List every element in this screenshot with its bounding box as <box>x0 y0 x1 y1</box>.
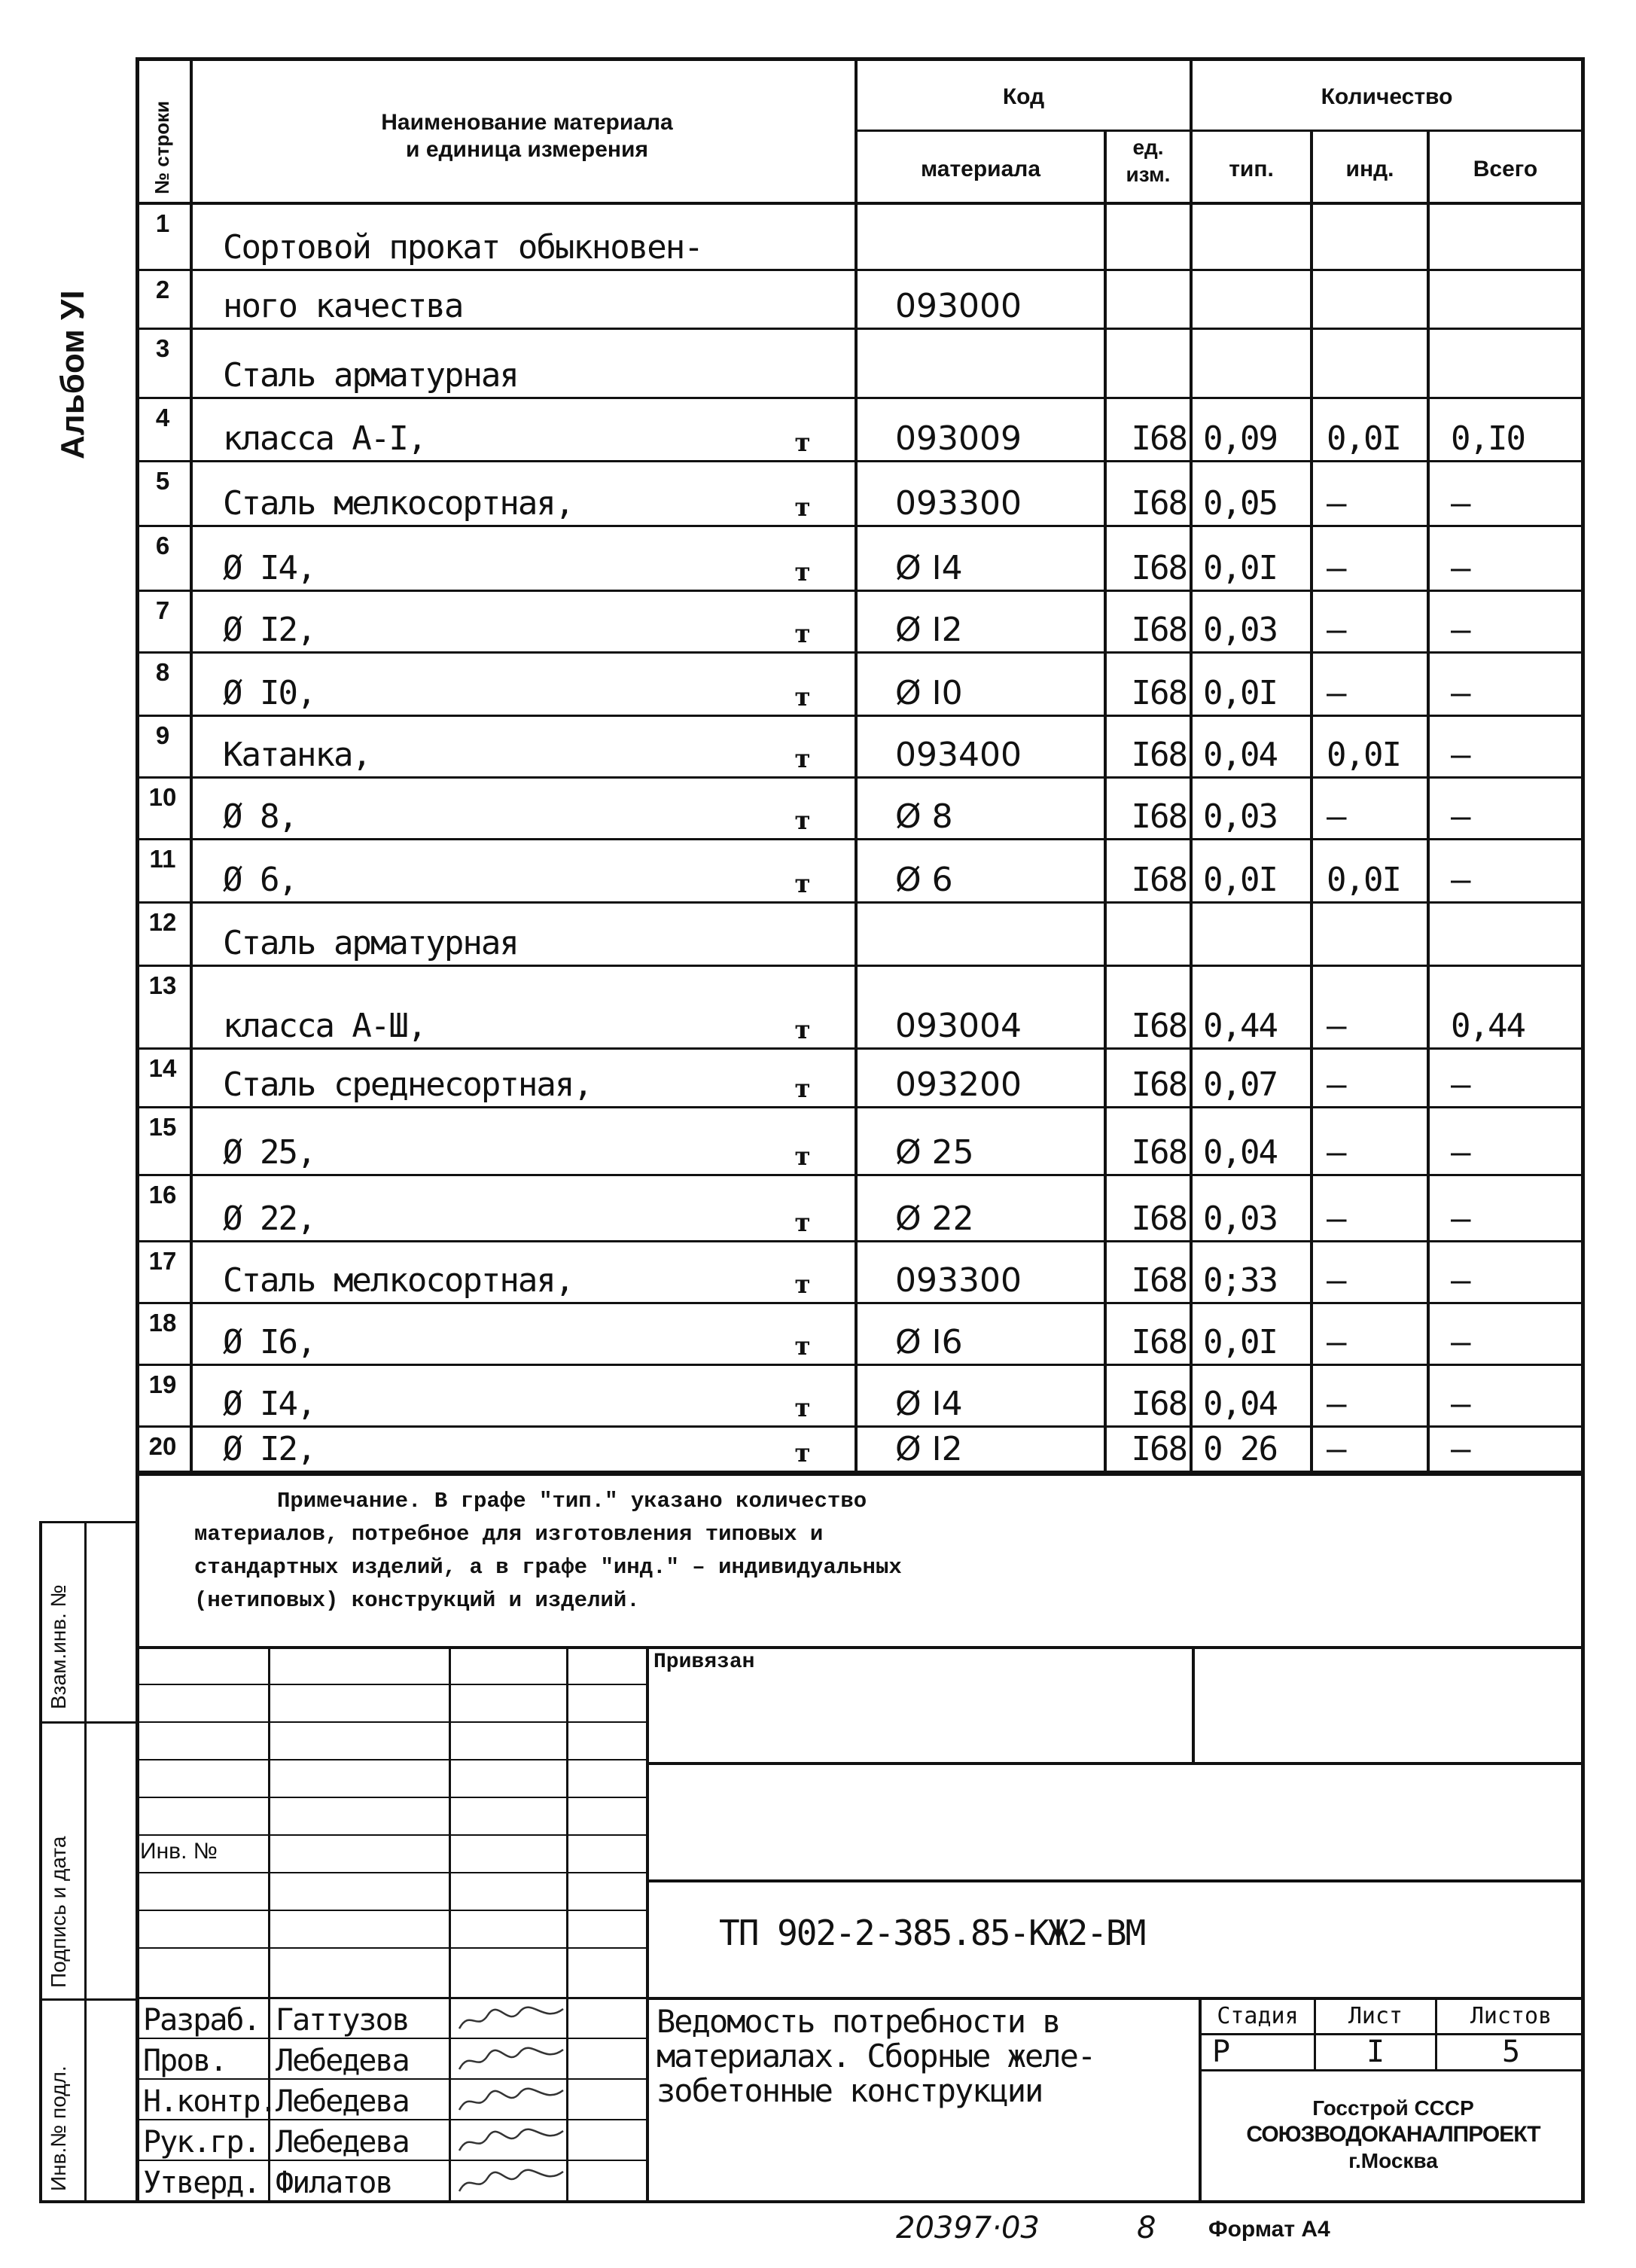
row-number: 5 <box>155 467 170 495</box>
unit-code: I68 <box>1131 861 1187 899</box>
material-name: Ø 8, <box>223 797 297 836</box>
qty-total: 0,44 <box>1451 1007 1525 1045</box>
note-line-2: материалов, потребное для изготовления типовых и <box>194 1522 824 1547</box>
signer-row <box>0 2000 647 2041</box>
row-number: 15 <box>148 1113 177 1141</box>
side-label-inv-podl: Инв.№ подл. <box>47 2065 70 2191</box>
qty-ind: – <box>1327 611 1345 649</box>
material-code: Ø 6 <box>895 861 953 899</box>
qty-typ: 0,05 <box>1203 484 1277 523</box>
material-name: Ø I2, <box>223 1430 315 1468</box>
qty-ind: – <box>1327 1261 1345 1300</box>
archive-number: 20397·03 <box>896 2211 1040 2245</box>
material-code: Ø 22 <box>895 1200 974 1238</box>
unit-label: т <box>794 806 811 836</box>
material-name: класса А-I, <box>223 419 426 458</box>
material-name: Ø I4, <box>223 1385 315 1423</box>
material-name: Ø I4, <box>223 549 315 587</box>
unit-label: т <box>794 744 811 774</box>
row-number: 16 <box>148 1181 177 1209</box>
material-name: Ø I6, <box>223 1323 315 1361</box>
signature-mark <box>455 2001 568 2038</box>
material-code: Ø I0 <box>895 674 963 712</box>
material-name: ного качества <box>223 287 463 325</box>
qty-typ: 0,0I <box>1203 861 1277 899</box>
signer-role: Пров. <box>143 2044 227 2078</box>
header-code-group: Код <box>1002 84 1045 109</box>
qty-total: – <box>1451 861 1470 899</box>
qty-typ: 0,07 <box>1203 1065 1277 1104</box>
qty-total: – <box>1451 611 1470 649</box>
unit-code: I68 <box>1131 1261 1187 1300</box>
qty-ind: – <box>1327 797 1345 836</box>
signer-name: Лебедева <box>276 2125 409 2160</box>
signer-name: Лебедева <box>276 2044 409 2078</box>
qty-total: – <box>1451 1430 1470 1468</box>
unit-code: I68 <box>1131 1007 1187 1045</box>
material-name: Сталь мелкосортная, <box>223 484 574 523</box>
qty-total: – <box>1451 797 1470 836</box>
table-row <box>0 654 1636 717</box>
sheets-value: 5 <box>1501 2035 1521 2069</box>
row-number: 10 <box>148 783 177 811</box>
qty-typ: 0,03 <box>1203 611 1277 649</box>
material-name: Катанка, <box>223 736 370 774</box>
unit-code: I68 <box>1131 1385 1187 1423</box>
row-number: 2 <box>155 276 170 303</box>
material-name: Ø I0, <box>223 674 315 712</box>
table-row <box>0 1242 1636 1304</box>
org-line-3: г.Москва <box>1348 2149 1438 2172</box>
unit-code: I68 <box>1131 674 1187 712</box>
qty-ind: – <box>1327 674 1345 712</box>
table-row <box>0 462 1636 527</box>
qty-typ: 0,44 <box>1203 1007 1277 1045</box>
signer-role: Рук.гр. <box>143 2125 260 2160</box>
sheet-label: Лист <box>1348 2003 1403 2029</box>
qty-total: – <box>1451 736 1470 774</box>
header-qty-total: Всего <box>1473 157 1538 181</box>
document-title-line-2: материалах. Сборные желе- <box>657 2038 1095 2074</box>
material-name: Ø I2, <box>223 611 315 649</box>
qty-typ: 0,0I <box>1203 674 1277 712</box>
material-code: Ø 25 <box>895 1133 974 1172</box>
note-line-1: Примечание. В графе "тип." указано количество <box>277 1489 867 1514</box>
qty-typ: 0,04 <box>1203 1133 1277 1172</box>
unit-label: т <box>794 1438 811 1468</box>
table-row <box>0 1050 1636 1108</box>
signature-mark <box>455 2123 568 2160</box>
table-row <box>0 399 1636 462</box>
unit-code: I68 <box>1131 1065 1187 1104</box>
unit-label: т <box>794 869 811 899</box>
unit-code: I68 <box>1131 736 1187 774</box>
qty-typ: 0,04 <box>1203 736 1277 774</box>
row-number: 13 <box>148 971 177 999</box>
material-code: Ø I2 <box>895 1430 963 1468</box>
unit-label: т <box>794 492 811 523</box>
material-name: Сортовой прокат обыкновен- <box>223 228 702 267</box>
signature-mark <box>455 2042 568 2078</box>
unit-label: т <box>794 428 811 458</box>
unit-code: I68 <box>1131 611 1187 649</box>
material-code: 093400 <box>895 736 1022 774</box>
material-name: Ø 25, <box>223 1133 315 1172</box>
table-row <box>0 1428 1636 1473</box>
row-number: 19 <box>148 1370 177 1398</box>
qty-ind: – <box>1327 1007 1345 1045</box>
sheet-value: I <box>1366 2035 1385 2069</box>
signature-mark <box>455 2164 568 2200</box>
qty-ind: 0,0I <box>1327 736 1400 774</box>
unit-label: т <box>794 682 811 712</box>
row-number: 4 <box>155 404 170 431</box>
material-code: 093300 <box>895 1261 1022 1300</box>
material-code: Ø I4 <box>895 549 963 587</box>
table-row <box>0 1304 1636 1366</box>
table-row <box>0 1176 1636 1242</box>
header-row-no: № строки <box>151 100 173 194</box>
qty-ind: 0,0I <box>1327 419 1400 458</box>
qty-typ: 0;33 <box>1203 1261 1277 1300</box>
unit-code: I68 <box>1131 484 1187 523</box>
header-qty-typ: тип. <box>1229 157 1274 181</box>
qty-typ: 0,0I <box>1203 549 1277 587</box>
unit-label: т <box>794 557 811 587</box>
unit-code: I68 <box>1131 1200 1187 1238</box>
qty-total: – <box>1451 1200 1470 1238</box>
unit-code: I68 <box>1131 549 1187 587</box>
signer-row <box>0 2081 647 2122</box>
qty-total: – <box>1451 484 1470 523</box>
qty-typ: 0,09 <box>1203 419 1277 458</box>
qty-ind: – <box>1327 1065 1345 1104</box>
header-qty-group: Количество <box>1321 84 1453 109</box>
material-name: Сталь мелкосортная, <box>223 1261 574 1300</box>
album-label: Альбом УI <box>54 290 91 459</box>
row-number: 17 <box>148 1247 177 1275</box>
qty-total: – <box>1451 1065 1470 1104</box>
unit-label: т <box>794 1270 811 1300</box>
stage-label: Стадия <box>1217 2003 1299 2029</box>
qty-ind: – <box>1327 1323 1345 1361</box>
material-name: Ø 22, <box>223 1200 315 1238</box>
unit-label: т <box>794 1208 811 1238</box>
qty-typ: 0 26 <box>1203 1430 1277 1468</box>
unit-code: I68 <box>1131 1323 1187 1361</box>
qty-total: – <box>1451 1385 1470 1423</box>
material-code: 093009 <box>895 419 1022 458</box>
signature-mark <box>455 2083 568 2119</box>
material-code: Ø 8 <box>895 797 953 836</box>
qty-typ: 0,04 <box>1203 1385 1277 1423</box>
unit-label: т <box>794 1142 811 1172</box>
table-row <box>0 840 1636 904</box>
row-number: 12 <box>148 908 177 936</box>
unit-code: I68 <box>1131 1430 1187 1468</box>
note-line-3: стандартных изделий, а в графе "инд." – индивидуальных <box>194 1555 902 1580</box>
signer-role: Н.контр. <box>143 2084 276 2119</box>
format-label: Формат А4 <box>1208 2217 1330 2242</box>
unit-label: т <box>794 1015 811 1045</box>
stage-value: Р <box>1212 2035 1231 2069</box>
material-code: 093300 <box>895 484 1022 523</box>
unit-label: т <box>794 1331 811 1361</box>
qty-ind: 0,0I <box>1327 861 1400 899</box>
row-number: 18 <box>148 1309 177 1337</box>
row-number: 3 <box>155 334 170 362</box>
header-name: Наименование материала и единица измерения <box>381 110 673 162</box>
table-row <box>0 271 1636 330</box>
table-row <box>0 205 1636 271</box>
table-row <box>0 1108 1636 1176</box>
qty-ind: – <box>1327 1133 1345 1172</box>
signer-name: Лебедева <box>276 2084 409 2119</box>
qty-typ: 0,03 <box>1203 1200 1277 1238</box>
header-qty-ind: инд. <box>1345 157 1394 181</box>
material-code: 093000 <box>895 287 1022 325</box>
org-line-2: СОЮЗВОДОКАНАЛПРОЕКТ <box>1246 2122 1540 2147</box>
stamp-privyazan: Привязан <box>653 1651 755 1674</box>
material-code: Ø I2 <box>895 611 963 649</box>
table-row <box>0 717 1636 779</box>
qty-ind: – <box>1327 1430 1345 1468</box>
row-number: 8 <box>155 658 170 686</box>
material-code: 093004 <box>895 1007 1022 1045</box>
qty-total: – <box>1451 1261 1470 1300</box>
table-row <box>0 967 1636 1050</box>
qty-total: – <box>1451 549 1470 587</box>
unit-label: т <box>794 1074 811 1104</box>
row-number: 6 <box>155 532 170 559</box>
qty-total: – <box>1451 1323 1470 1361</box>
unit-code: I68 <box>1131 419 1187 458</box>
qty-ind: – <box>1327 484 1345 523</box>
material-code: 093200 <box>895 1065 1022 1104</box>
stamp-inv-no: Инв. № <box>140 1839 218 1864</box>
signer-role: Разраб. <box>143 2003 260 2038</box>
qty-total: 0,I0 <box>1451 419 1525 458</box>
note-line-4: (нетиповых) конструкций и изделий. <box>194 1588 640 1613</box>
document-code: ТП 902-2-385.85-КЖ2-ВМ <box>719 1913 1145 1953</box>
unit-label: т <box>794 1393 811 1423</box>
table-row <box>0 330 1636 399</box>
qty-typ: 0,0I <box>1203 1323 1277 1361</box>
material-code: Ø I6 <box>895 1323 963 1361</box>
qty-ind: – <box>1327 1200 1345 1238</box>
side-label-podpis: Подпись и дата <box>47 1836 70 1988</box>
row-number: 1 <box>155 209 170 237</box>
note-block <box>194 1485 1173 1617</box>
table-row <box>0 779 1636 840</box>
material-name: Сталь арматурная <box>223 356 518 395</box>
sheets-label: Листов <box>1470 2003 1552 2029</box>
signer-name: Гаттузов <box>276 2003 409 2038</box>
material-name: Сталь среднесортная, <box>223 1065 592 1104</box>
signer-name: Филатов <box>276 2166 392 2200</box>
qty-total: – <box>1451 1133 1470 1172</box>
signer-role: Утверд. <box>143 2166 260 2200</box>
unit-code: I68 <box>1131 797 1187 836</box>
material-name: класса А-Ш, <box>223 1007 426 1045</box>
header-code-unit: ед. изм. <box>1126 136 1171 186</box>
org-line-1: Госстрой СССР <box>1312 2096 1474 2120</box>
page-number: 8 <box>1137 2211 1156 2245</box>
material-name: Сталь арматурная <box>223 924 518 962</box>
qty-total: – <box>1451 674 1470 712</box>
unit-code: I68 <box>1131 1133 1187 1172</box>
document-title-line-1: Ведомость потребности в <box>657 2003 1060 2040</box>
table-row <box>0 904 1636 967</box>
document-title-line-3: зобетонные конструкции <box>657 2072 1043 2109</box>
row-number: 9 <box>155 721 170 749</box>
qty-ind: – <box>1327 1385 1345 1423</box>
row-number: 11 <box>149 845 176 873</box>
qty-typ: 0,03 <box>1203 797 1277 836</box>
row-number: 14 <box>148 1054 177 1082</box>
qty-ind: – <box>1327 549 1345 587</box>
row-number: 20 <box>148 1432 177 1460</box>
table-row <box>0 592 1636 654</box>
signer-row <box>0 2041 647 2081</box>
header-code-material: материала <box>920 157 1041 181</box>
signer-row <box>0 2122 647 2163</box>
side-label-vzam: Взам.инв. № <box>47 1584 70 1709</box>
material-name: Ø 6, <box>223 861 297 899</box>
signer-row <box>0 2163 647 2203</box>
row-number: 7 <box>155 596 170 624</box>
table-row <box>0 1366 1636 1428</box>
unit-label: т <box>794 619 811 649</box>
table-row <box>0 527 1636 592</box>
material-code: Ø I4 <box>895 1385 963 1423</box>
